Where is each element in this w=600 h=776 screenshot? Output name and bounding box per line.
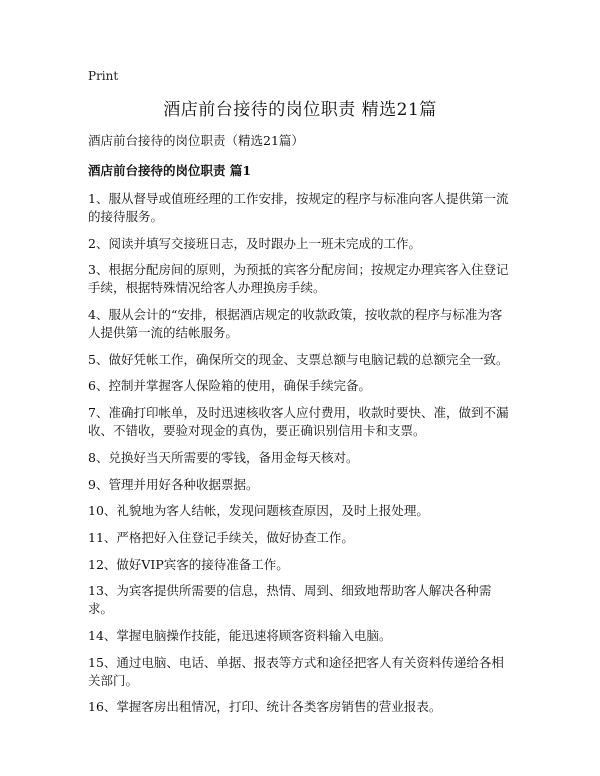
print-label[interactable]: Print	[88, 69, 119, 83]
duty-item: 3、根据分配房间的原则，为预抵的宾客分配房间；按规定办理宾客入住登记手续，根据特殊情况给客人办理换房手续。	[88, 262, 509, 296]
duty-item: 12、做好VIP宾客的接待准备工作。	[88, 556, 289, 572]
section-heading: 酒店前台接待的岗位职责 篇1	[88, 163, 252, 178]
duty-item: 14、掌握电脑操作技能，能迅速将顾客资料输入电脑。	[88, 627, 392, 643]
duty-item: 13、为宾客提供所需要的信息，热情、周到、细致地帮助客人解决各种需求。	[88, 583, 492, 617]
duty-item: 15、通过电脑、电话、单据、报表等方式和途径把客人有关资料传递给各相关部门。	[88, 654, 504, 688]
duty-item: 1、服从督导或值班经理的工作安排，按规定的程序与标准向客人提供第一流的接待服务。	[88, 191, 509, 224]
duty-item: 7、准确打印帐单，及时迅速核收客人应付费用，收款时要快、准，做到不漏收、不错收，要验对现金的真伪，要正确识别信用卡和支票。	[88, 405, 509, 439]
duty-item: 8、兑换好当天所需要的零钱，备用金每天核对。	[88, 449, 359, 465]
document-title: 酒店前台接待的岗位职责 精选21篇	[163, 100, 437, 120]
duty-item: 5、做好凭帐工作，确保所交的现金、支票总额与电脑记载的总额完全一致。	[88, 351, 509, 367]
duty-item: 11、严格把好入住登记手续关，做好协查工作。	[88, 529, 354, 545]
duty-list	[88, 190, 512, 716]
duty-item: 9、管理并用好各种收据票据。	[88, 476, 259, 492]
duty-item: 6、控制并掌握客人保险箱的使用，确保手续完备。	[88, 378, 371, 394]
duty-item: 4、服从会计的“安排，根据酒店规定的收款政策，按收款的程序与标准为客人提供第一流的结帐服务。	[88, 307, 503, 341]
document-subtitle: 酒店前台接待的岗位职责（精选21篇）	[88, 133, 304, 148]
duty-item: 2、阅读并填写交接班日志，及时跟办上一班未完成的工作。	[88, 235, 421, 251]
duty-item: 10、礼貌地为客人结帐，发现问题核查原因，及时上报处理。	[88, 503, 429, 519]
duty-item: 16、掌握客房出租情况，打印、统计各类客房销售的营业报表。	[88, 699, 442, 715]
